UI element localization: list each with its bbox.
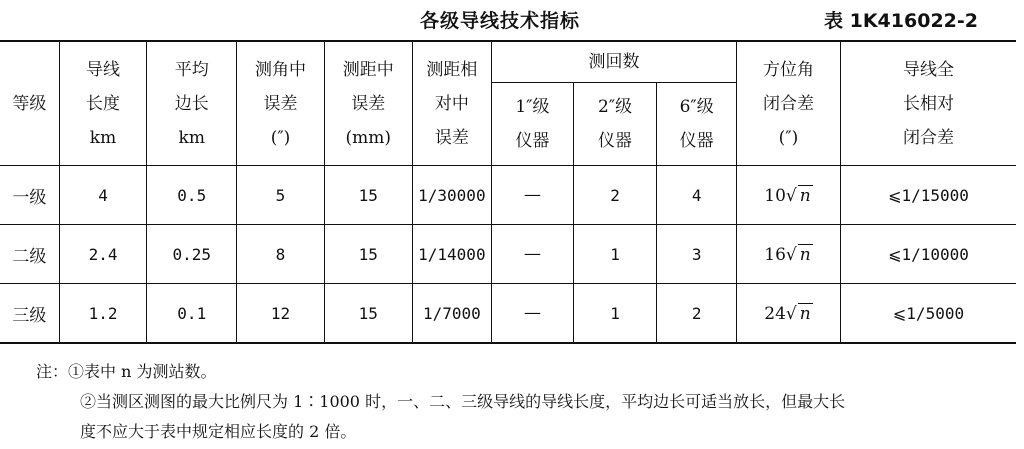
note-1: 注：①表中 n 为测站数。: [36, 362, 217, 381]
header-rounds: 测回数: [492, 41, 737, 83]
cell-rel: 1/30000: [412, 166, 492, 225]
header-inst-1: 1″级 仪器: [492, 83, 574, 166]
cell-inst1: —: [492, 166, 574, 225]
cell-azimuth: 24√ n: [736, 284, 840, 344]
header-avg-side: 平均 边长 km: [147, 41, 237, 166]
cell-length: 2.4: [59, 225, 147, 284]
header-grade: 等级: [0, 41, 59, 166]
table-number: 表 1K416022-2: [824, 10, 978, 32]
cell-dist: 15: [324, 225, 412, 284]
cell-dist: 15: [324, 166, 412, 225]
header-length: 导线 长度 km: [59, 41, 147, 166]
header-distance-error: 测距中 误差 (mm): [324, 41, 412, 166]
cell-angle: 12: [237, 284, 325, 344]
cell-rel: 1/7000: [412, 284, 492, 344]
cell-inst1: —: [492, 225, 574, 284]
table-notes: [36, 357, 845, 447]
wire-spec-table: [0, 40, 1016, 344]
header-angle-error: 测角中 误差 (″): [237, 41, 325, 166]
table-row: [0, 284, 1016, 344]
cell-inst1: —: [492, 284, 574, 344]
cell-inst2: 1: [573, 225, 657, 284]
header-relative-error: 测距相 对中 误差: [412, 41, 492, 166]
cell-closure: ⩽1/10000: [840, 225, 1016, 284]
cell-closure: ⩽1/15000: [840, 166, 1016, 225]
cell-length: 1.2: [59, 284, 147, 344]
header-row-1: [0, 41, 1016, 83]
cell-rel: 1/14000: [412, 225, 492, 284]
cell-inst6: 2: [657, 284, 737, 344]
cell-length: 4: [59, 166, 147, 225]
header-inst-6: 6″级 仪器: [657, 83, 737, 166]
cell-avg: 0.25: [147, 225, 237, 284]
header-inst-2: 2″级 仪器: [573, 83, 657, 166]
cell-angle: 8: [237, 225, 325, 284]
cell-inst6: 3: [657, 225, 737, 284]
note-2-continued: 度不应大于表中规定相应长度的 2 倍。: [80, 422, 357, 441]
header-closure: 导线全 长相对 闭合差: [840, 41, 1016, 166]
cell-inst6: 4: [657, 166, 737, 225]
cell-inst2: 2: [573, 166, 657, 225]
cell-inst2: 1: [573, 284, 657, 344]
note-2: ②当测区测图的最大比例尺为 1∶1000 时，一、二、三级导线的导线长度，平均边长可适当放长，但最大长: [80, 392, 846, 411]
cell-avg: 0.1: [147, 284, 237, 344]
cell-grade: 一级: [0, 166, 59, 225]
cell-angle: 5: [237, 166, 325, 225]
cell-grade: 三级: [0, 284, 59, 344]
cell-azimuth: 10√ n: [736, 166, 840, 225]
cell-azimuth: 16√ n: [736, 225, 840, 284]
table-row: [0, 166, 1016, 225]
cell-avg: 0.5: [147, 166, 237, 225]
cell-grade: 二级: [0, 225, 59, 284]
cell-closure: ⩽1/5000: [840, 284, 1016, 344]
table-row: [0, 225, 1016, 284]
header-azimuth: 方位角 闭合差 (″): [736, 41, 840, 166]
table-title: 各级导线技术指标: [420, 10, 581, 32]
cell-dist: 15: [324, 284, 412, 344]
